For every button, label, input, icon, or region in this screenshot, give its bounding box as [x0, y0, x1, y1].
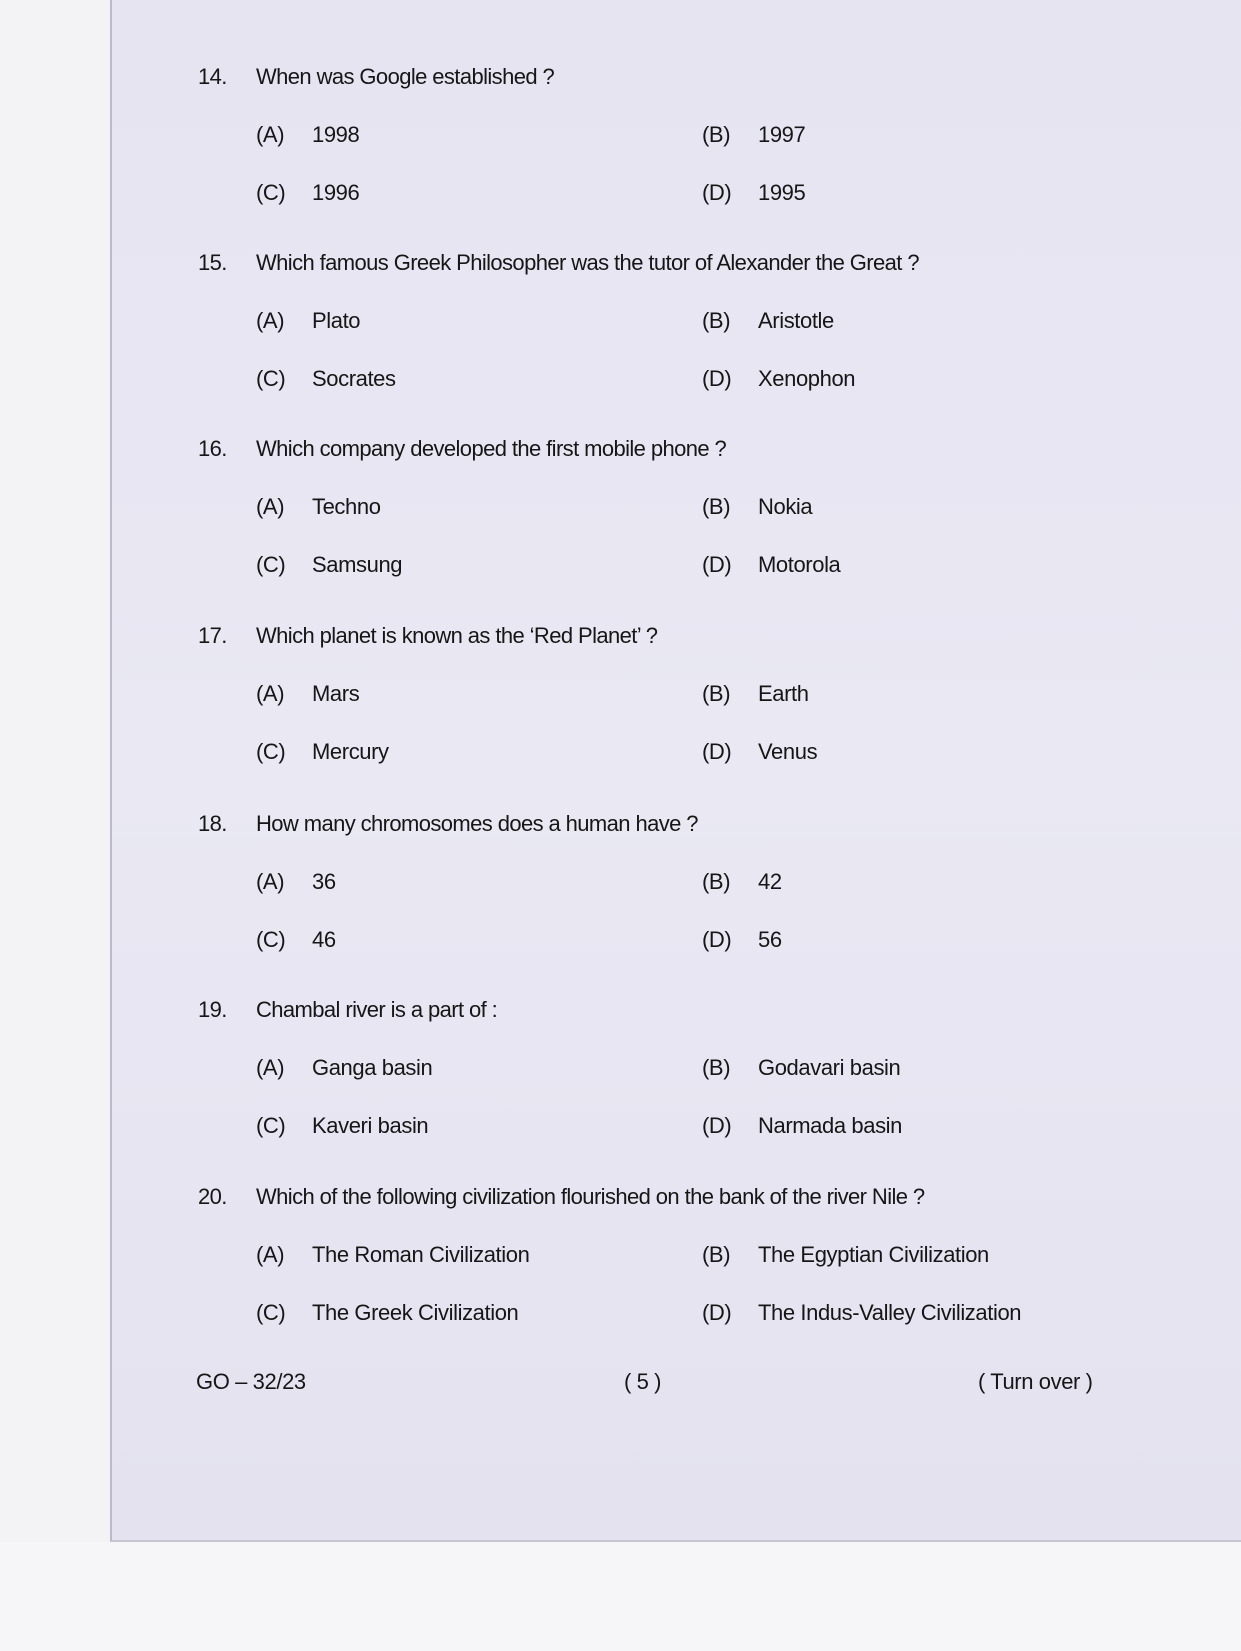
option-c: (C) Mercury — [256, 739, 389, 764]
option-c-text: Kaveri basin — [312, 1113, 429, 1138]
option-a-text: Plato — [312, 308, 361, 333]
turn-over-note: ( Turn over ) — [978, 1369, 1093, 1394]
question-17 — [198, 623, 1158, 797]
options-row-2 — [198, 1300, 1158, 1358]
option-a-text: Mars — [312, 681, 360, 706]
option-b-text: Godavari basin — [758, 1055, 901, 1080]
question-number: 15. — [198, 250, 227, 275]
question-stem — [198, 1184, 1158, 1218]
page-number: ( 5 ) — [624, 1369, 662, 1394]
option-d: (D) The Indus-Valley Civilization — [702, 1300, 1022, 1325]
option-a-text: Techno — [312, 494, 381, 519]
question-text: Which famous Greek Philosopher was the tutor of Alexander the Great ? — [256, 250, 919, 275]
option-b-text: 42 — [758, 869, 782, 894]
option-a-text: Ganga basin — [312, 1055, 433, 1080]
option-a-text: 1998 — [312, 122, 360, 147]
question-number: 18. — [198, 811, 227, 836]
option-c-text: 46 — [312, 927, 336, 952]
option-b: (B) Godavari basin — [702, 1055, 901, 1080]
option-d-text: 56 — [758, 927, 782, 952]
question-16 — [198, 436, 1158, 610]
option-a: (A) Mars — [256, 681, 360, 706]
option-c-text: Samsung — [312, 552, 403, 577]
option-a: (A) Plato — [256, 308, 361, 333]
option-a-text: 36 — [312, 869, 336, 894]
option-d-text: Xenophon — [758, 366, 856, 391]
option-b: (B) Earth — [702, 681, 809, 706]
option-c-text: 1996 — [312, 180, 360, 205]
question-text: Chambal river is a part of : — [256, 997, 498, 1022]
option-c-text: Socrates — [312, 366, 396, 391]
options-row-1 — [198, 869, 1158, 927]
options-row-1 — [198, 1242, 1158, 1300]
options-row-1 — [198, 122, 1158, 180]
option-c-text: Mercury — [312, 739, 389, 764]
option-b-text: Earth — [758, 681, 809, 706]
question-number: 14. — [198, 64, 227, 89]
option-a: (A) Techno — [256, 494, 381, 519]
page-lower-margin — [0, 1542, 1241, 1651]
option-b-text: Aristotle — [758, 308, 834, 333]
option-c: (C) Kaveri basin — [256, 1113, 429, 1138]
question-19 — [198, 997, 1158, 1171]
question-stem — [198, 997, 1158, 1031]
option-b: (B) 42 — [702, 869, 782, 894]
option-b: (B) Nokia — [702, 494, 813, 519]
paper-code: GO – 32/23 — [196, 1369, 306, 1394]
question-text: Which company developed the first mobile phone ? — [256, 436, 727, 461]
option-d: (D) Venus — [702, 739, 818, 764]
option-c: (C) 1996 — [256, 180, 360, 205]
option-b: (B) Aristotle — [702, 308, 834, 333]
option-d-text: Motorola — [758, 552, 841, 577]
options-row-2 — [198, 1113, 1158, 1171]
option-b-text: 1997 — [758, 122, 806, 147]
option-c: (C) Socrates — [256, 366, 396, 391]
question-stem — [198, 811, 1158, 845]
options-row-2 — [198, 366, 1158, 424]
option-b-text: The Egyptian Civilization — [758, 1242, 989, 1267]
option-d-text: Narmada basin — [758, 1113, 902, 1138]
question-text: How many chromosomes does a human have ? — [256, 811, 698, 836]
option-d-text: 1995 — [758, 180, 806, 205]
options-row-2 — [198, 739, 1158, 797]
option-c-text: The Greek Civilization — [312, 1300, 519, 1325]
question-text: Which planet is known as the ‘Red Planet’ ? — [256, 623, 658, 648]
option-a: (A) Ganga basin — [256, 1055, 433, 1080]
option-a: (A) 36 — [256, 869, 336, 894]
question-number: 20. — [198, 1184, 227, 1209]
option-a: (A) 1998 — [256, 122, 360, 147]
option-b: (B) The Egyptian Civilization — [702, 1242, 989, 1267]
question-stem — [198, 64, 1158, 98]
option-a-text: The Roman Civilization — [312, 1242, 530, 1267]
option-a: (A) The Roman Civilization — [256, 1242, 530, 1267]
option-d: (D) Motorola — [702, 552, 841, 577]
options-row-2 — [198, 180, 1158, 238]
question-18 — [198, 811, 1158, 985]
options-row-1 — [198, 681, 1158, 739]
option-b: (B) 1997 — [702, 122, 806, 147]
question-text: Which of the following civilization flourished on the bank of the river Nile ? — [256, 1184, 925, 1209]
question-text: When was Google established ? — [256, 64, 555, 89]
option-d-text: The Indus-Valley Civilization — [758, 1300, 1022, 1325]
option-d: (D) Narmada basin — [702, 1113, 902, 1138]
question-20 — [198, 1184, 1158, 1358]
option-c: (C) The Greek Civilization — [256, 1300, 519, 1325]
question-number: 19. — [198, 997, 227, 1022]
options-row-2 — [198, 927, 1158, 985]
option-d: (D) 1995 — [702, 180, 806, 205]
question-number: 17. — [198, 623, 227, 648]
question-14 — [198, 64, 1158, 238]
option-b-text: Nokia — [758, 494, 813, 519]
option-d: (D) 56 — [702, 927, 782, 952]
question-stem — [198, 436, 1158, 470]
option-c: (C) 46 — [256, 927, 336, 952]
option-c: (C) Samsung — [256, 552, 403, 577]
options-row-1 — [198, 494, 1158, 552]
question-15 — [198, 250, 1158, 424]
options-row-1 — [198, 308, 1158, 366]
option-d: (D) Xenophon — [702, 366, 856, 391]
options-row-1 — [198, 1055, 1158, 1113]
option-d-text: Venus — [758, 739, 818, 764]
options-row-2 — [198, 552, 1158, 610]
question-number: 16. — [198, 436, 227, 461]
question-stem — [198, 623, 1158, 657]
question-stem — [198, 250, 1158, 284]
